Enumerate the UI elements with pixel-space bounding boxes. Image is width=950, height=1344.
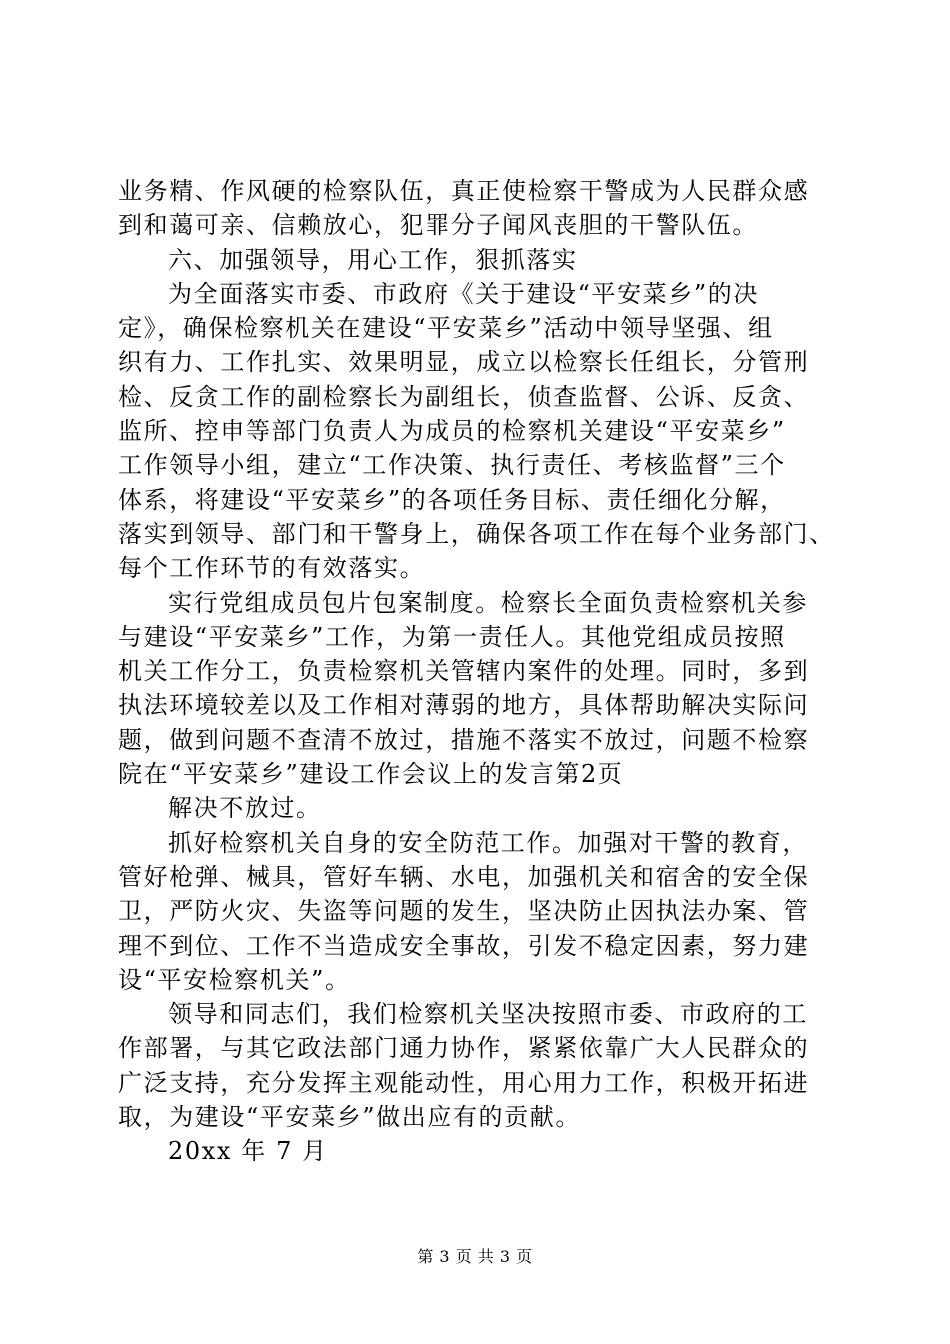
text-line: 织有力、工作扎实、效果明显，成立以检察长任组长，分管刑 xyxy=(118,348,810,377)
text-line: 作部署，与其它政法部门通力协作，紧紧依靠广大人民群众的 xyxy=(118,1034,810,1063)
text-line: 定》，确保检察机关在建设“平安菜乡”活动中领导坚强、组 xyxy=(118,314,774,343)
text-line: 抓好检察机关自身的安全防范工作。加强对干警的教育， xyxy=(168,828,808,857)
text-line: 检、反贪工作的副检察长为副组长，侦查监督、公诉、反贪、 xyxy=(118,382,810,411)
text-line: 题，做到问题不查清不放过，措施不落实不放过，问题不检察 xyxy=(118,725,810,754)
text-line: 到和蔼可亲、信赖放心，犯罪分子闻风丧胆的干警队伍。 xyxy=(118,211,758,240)
text-line: 理不到位、工作不当造成安全事故，引发不稳定因素，努力建 xyxy=(118,931,810,960)
page-number: 第 3 页 共 3 页 xyxy=(417,1247,533,1266)
text-line: 院在“平安菜乡”建设工作会议上的发言第2页 xyxy=(118,760,624,789)
text-line: 广泛支持，充分发挥主观能动性，用心用力工作，积极开拓进 xyxy=(118,1068,810,1097)
text-line: 每个工作环节的有效落实。 xyxy=(118,554,426,583)
text-line: 卫，严防火灾、失盗等问题的发生，坚决防止因执法办案、管 xyxy=(118,897,810,926)
document-body xyxy=(118,174,840,1169)
section-heading: 六、加强领导，用心工作，狠抓落实 xyxy=(168,245,578,274)
text-line: 机关工作分工，负责检察机关管辖内案件的处理。同时，多到 xyxy=(118,657,810,686)
text-line: 为全面落实市委、市政府《关于建设“平安菜乡”的决 xyxy=(168,279,759,308)
text-line: 业务精、作风硬的检察队伍，真正使检察干警成为人民群众感 xyxy=(118,177,810,205)
text-line: 设“平安检察机关”。 xyxy=(118,965,351,994)
text-line: 监所、控申等部门负责人为成员的检察机关建设“平安菜乡” xyxy=(118,417,786,446)
text-line: 管好枪弹、械具，管好车辆、水电，加强机关和宿舍的安全保 xyxy=(118,862,810,891)
page-footer xyxy=(0,1244,950,1267)
date-line: 20xx 年 7 月 xyxy=(168,1137,328,1166)
text-line: 领导和同志们，我们检察机关坚决按照市委、市政府的工 xyxy=(168,1000,808,1029)
text-line: 执法环境较差以及工作相对薄弱的地方，具体帮助解决实际问 xyxy=(118,691,810,720)
text-line: 工作领导小组，建立“工作决策、执行责任、考核监督”三个 xyxy=(118,451,786,480)
text-line: 取，为建设“平安菜乡”做出应有的贡献。 xyxy=(118,1103,581,1132)
text-line: 体系，将建设“平安菜乡”的各项任务目标、责任细化分解， xyxy=(118,485,786,514)
text-line: 落实到领导、部门和干警身上，确保各项工作在每个业务部门、 xyxy=(118,519,835,548)
text-line: 与建设“平安菜乡”工作，为第一责任人。其他党组成员按照 xyxy=(118,622,786,651)
text-line: 实行党组成员包片包案制度。检察长全面负责检察机关参 xyxy=(168,588,808,617)
text-line: 解决不放过。 xyxy=(168,794,322,823)
